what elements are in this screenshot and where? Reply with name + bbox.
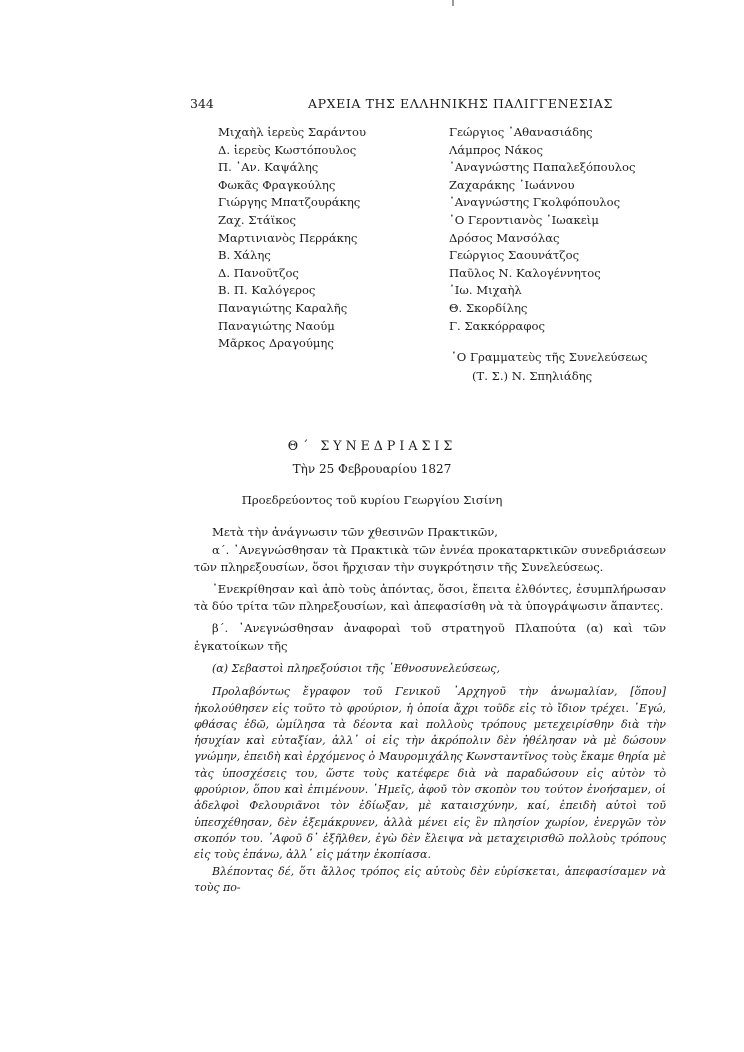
signatory-name: ᾽Ιω. Μιχαὴλ — [449, 283, 522, 298]
session-title: Θ΄ ΣΥΝΕΔΡΙΑΣΙΣ — [287, 438, 457, 453]
presiding-line: Προεδρεύοντος τοῦ κυρίου Γεωργίου Σισίνη — [241, 493, 503, 507]
minutes-body — [194, 524, 666, 655]
secretary-title: ῾Ο Γραμματεὺς τῆς Συνελεύσεως — [451, 350, 648, 364]
signatory-name: Παναγιώτης Καραλῆς — [218, 300, 348, 315]
signatory-name: Μιχαὴλ ἱερεὺς Σαράντου — [218, 125, 367, 139]
signatory-name: Γεώργιος Σαουνάτζος — [449, 248, 580, 263]
signatory-name: Π. ᾽Αν. Καψάλης — [218, 160, 319, 175]
signatory-name: Θ. Σκορδίλης — [449, 300, 528, 315]
footnote-paragraph: Βλέποντας δέ, ὅτι ἄλλος τρόπος εἰς αὐτοὺς δὲν εὑρίσκεται, ἀπεφασίσαμεν νὰ τοὺς πο- — [194, 864, 666, 894]
signatory-name: Ζαχαράκης ᾽Ιωάννου — [449, 177, 575, 192]
paragraph: β΄. ᾽Ανεγνώσθησαν ἀναφοραὶ τοῦ στρατηγοῦ Πλαπούτα (α) καὶ τῶν ἐγκατοίκων τῆς — [194, 620, 666, 653]
signatory-name: ᾽Αναγνώστης Γκολφόπουλος — [449, 195, 621, 210]
signatory-name: Δ. ἱερεὺς Κωστόπουλος — [218, 142, 357, 157]
session-date: Τὴν 25 Φεβρουαρίου 1827 — [292, 462, 452, 476]
signatory-name: Β. Π. Καλόγερος — [218, 283, 316, 298]
signatory-name: Δρόσος Μανσόλας — [449, 230, 560, 245]
signatory-name: Μαρτινιανὸς Περράκης — [218, 230, 358, 245]
footnote-salutation: (α) Σεβαστοὶ πληρεξούσιοι τῆς ᾽Εθνοσυνελεύσεως, — [212, 662, 500, 675]
signatory-name: Ζαχ. Στάϊκος — [218, 212, 296, 227]
secretary-name: (Τ. Σ.) Ν. Σπηλιάδης — [472, 368, 593, 383]
secretary-signature — [451, 348, 647, 385]
paragraph: ᾽Ενεκρίθησαν καὶ ἀπὸ τοὺς ἀπόντας, ὅσοι, ἔπειτα ἐλθόντες, ἐσυμπλήρωσαν τὰ δύο τρίτα τῶν πληρεξουσίων, καὶ ἀπεφασίσθη νὰ τὰ ὑπογράψωσιν ἅπαντες. — [194, 581, 666, 614]
paragraph: Μετὰ τὴν ἀνάγνωσιν τῶν χθεσινῶν Πρακτικῶν, — [212, 525, 498, 539]
signatories-left-column — [218, 124, 366, 353]
footnote — [194, 661, 666, 896]
signatory-name: Λάμπρος Νάκος — [449, 142, 544, 157]
signatory-name: Μᾶρκος Δραγούμης — [218, 336, 334, 351]
signatory-name: Γεώργιος ᾽Αθανασιάδης — [449, 125, 593, 139]
signatories-right-column — [449, 124, 636, 335]
signatory-name: ᾽Αναγνώστης Παπαλεξόπουλος — [449, 160, 636, 175]
scan-mark — [452, 0, 454, 6]
page-header — [190, 96, 660, 112]
page-number: 344 — [190, 96, 214, 111]
signatory-name: Δ. Πανοῦτζος — [218, 265, 299, 280]
footnote-paragraph: Προλαβόντως ἔγραφον τοῦ Γενικοῦ ᾽Αρχηγοῦ τὴν ἀνωμαλίαν, [ὅπου] ἠκολούθησεν εἰς τοῦτο τὸ φρούριον, ἡ ὁποία ἄχρι τοῦδε εἰς τὸ ἴδιον τρέχει. ᾽Εγώ, φθάσας ἐδῶ, ὡμίλησα τὰ δέοντα καὶ πολλοὺς τρόπους μετεχειρίσθην διὰ τὴν ἡσυχίαν καὶ εὐταξίαν, ἀλλ᾽ οἱ εἰς τὴν ἀκρόπολιν δὲν ἠθέλησαν νὰ μὲ δώσουν γνώμην, ἐπειδὴ καὶ ἐρχόμενος ὁ Μαυρομιχάλης Κωνσταντῖνος τοὺς ἔκαμε θηρία μὲ τὰς ὑποσχέσεις του, ὥστε τοὺς κατέφερε διὰ νὰ παραδώσουν εἰς αὐτὸν τὸ φρούριον, ὅπου καὶ ἐπιμένουν. ῾Ημεῖς, ἀφοῦ τὸν σκοπὸν του τούτον ἐνοήσαμεν, οἱ ἀδελφοὶ Φελουριᾶνοι τὸν ἐδίωξαν, μὲ καταισχύνην, καί, ἐπειδὴ αὐτοὶ τοῦ ὑπεσχέθησαν, δὲν ἐξεμάκρυνεν, ἀλλὰ μένει εἰς ἓν πλησίον χωρίον, ἐνεργῶν τὸν σκοπόν του. ᾽Αφοῦ δ᾽ ἐξῆλθεν, ἐγὼ δὲν ἔλειψα νὰ μεταχειρισθῶ πολλοὺς τρόπους εἰς τοὺς ἐπάνω, ἀλλ᾽ εἰς μάτην ἐκοπίασα. — [194, 685, 666, 862]
signatory-name: Γ. Σακκόρραφος — [449, 318, 545, 333]
running-title: ΑΡΧΕΙΑ ΤΗΣ ΕΛΛΗΝΙΚΗΣ ΠΑΛΙΓΓΕΝΕΣΙΑΣ — [308, 96, 613, 111]
signatory-name: ῾Ο Γεροντιανὸς ᾽Ιωακεὶμ — [449, 212, 599, 227]
signatory-name: Παναγιώτης Ναούμ — [218, 318, 335, 333]
signatory-name: Φωκᾶς Φραγκούλης — [218, 177, 336, 192]
signatory-name: Γιώργης Μπατζουράκης — [218, 195, 361, 210]
paragraph: α΄. ᾽Ανεγνώσθησαν τὰ Πρακτικὰ τῶν ἐννέα προκαταρκτικῶν συνεδριάσεων τῶν πληρεξουσίων, ὅσοι ἤρχισαν τὴν συγκρότησιν τῆς Συνελεύσεως. — [194, 542, 666, 575]
signatory-name: Β. Χάλης — [218, 248, 271, 263]
signatory-name: Παῦλος Ν. Καλογέννητος — [449, 265, 601, 280]
